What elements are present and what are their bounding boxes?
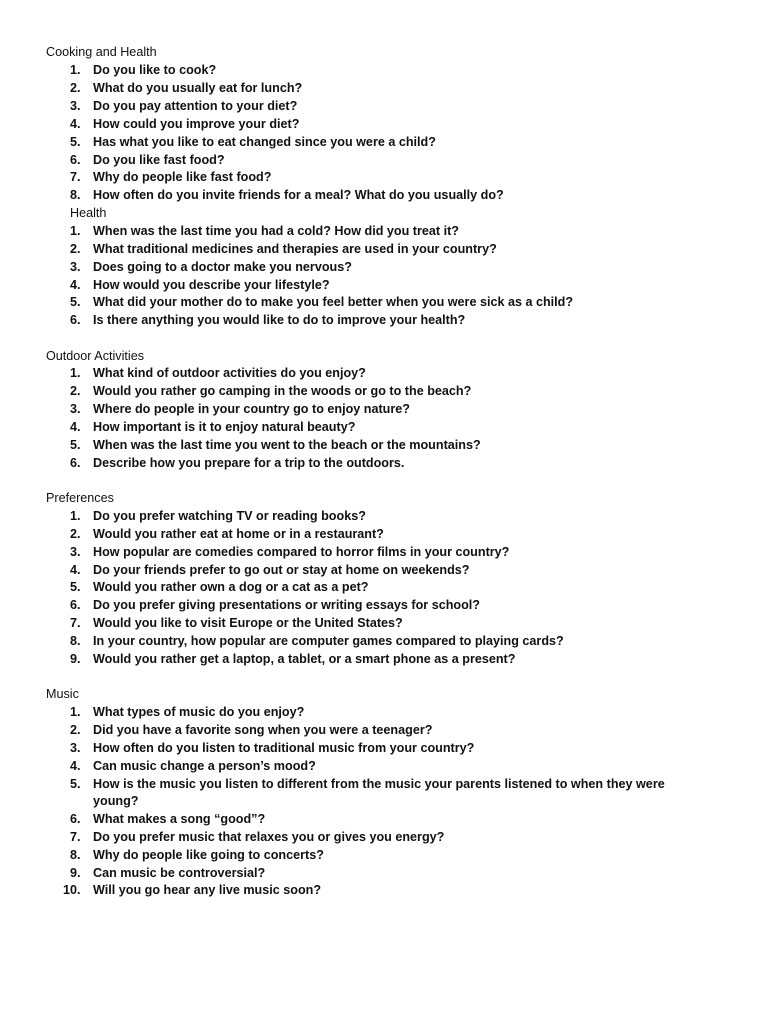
list-item [70,739,474,757]
list-item [70,757,316,775]
item-number: 3. [70,545,81,559]
item-number: 1. [70,366,81,380]
list-item [70,186,504,204]
item-number: 9. [70,866,81,880]
item-number: 2. [70,384,81,398]
item-number: 8. [70,848,81,862]
list-item [70,382,471,400]
item-number: 2. [70,527,81,541]
item-text: In your country, how popular are computer games compared to playing cards? [93,634,564,648]
item-text: Would you rather go camping in the woods or go to the beach? [93,384,472,398]
list-item [70,561,469,579]
item-number: 5. [70,295,81,309]
list-item [70,97,297,115]
section-heading: Outdoor Activities [46,349,144,363]
list-item [70,578,368,596]
item-text: Has what you like to eat changed since you were a child? [93,135,436,149]
item-number: 4. [70,117,81,131]
item-text: Do you prefer music that relaxes you or gives you energy? [93,830,445,844]
item-text: What types of music do you enjoy? [93,705,305,719]
list-item [70,151,225,169]
list-item [70,240,497,258]
item-text: Do you prefer watching TV or reading books? [93,509,366,523]
item-number: 4. [70,563,81,577]
item-text: Would you rather get a laptop, a tablet, or a smart phone as a present? [93,652,516,666]
item-text: Does going to a doctor make you nervous? [93,260,352,274]
list-item [70,864,265,882]
item-text: Do you like to cook? [93,63,217,77]
list-item [70,846,324,864]
item-number: 5. [70,580,81,594]
list-item [70,632,564,650]
item-number: 3. [70,741,81,755]
list-item [70,79,302,97]
item-number: 1. [70,224,81,238]
item-number: 3. [70,402,81,416]
list-item [70,543,509,561]
list-item [70,828,444,846]
item-text: Would you rather own a dog or a cat as a pet? [93,580,369,594]
item-text: How important is it to enjoy natural beauty? [93,420,356,434]
list-item [70,222,459,240]
list-item [70,418,355,436]
item-number: 4. [70,420,81,434]
item-number: 6. [70,313,81,327]
item-text: What did your mother do to make you feel better when you were sick as a child? [93,295,574,309]
section-heading: Music [46,687,79,701]
item-text: Can music be controversial? [93,866,266,880]
item-number: 4. [70,278,81,292]
list-item [70,276,330,294]
subsection-heading: Health [70,206,107,220]
item-text: How often do you invite friends for a meal? What do you usually do? [93,188,504,202]
item-text: Do your friends prefer to go out or stay at home on weekends? [93,563,470,577]
item-number: 6. [70,456,81,470]
list-item-continuation: young? [93,794,139,808]
item-text: How would you describe your lifestyle? [93,278,330,292]
list-item [70,507,366,525]
list-item [63,881,322,899]
item-text: Do you prefer giving presentations or writing essays for school? [93,598,480,612]
item-text: Why do people like going to concerts? [93,848,324,862]
list-item [70,311,465,329]
item-text: When was the last time you had a cold? How did you treat it? [93,224,459,238]
item-text: Is there anything you would like to do to improve your health? [93,313,466,327]
section-heading: Cooking and Health [46,45,157,59]
item-number: 3. [70,260,81,274]
item-number: 9. [70,652,81,666]
item-text: Did you have a favorite song when you were a teenager? [93,723,433,737]
item-number: 7. [70,170,81,184]
item-number: 2. [70,81,81,95]
item-number: 3. [70,99,81,113]
item-number: 4. [70,759,81,773]
list-item [70,133,436,151]
item-text: What kind of outdoor activities do you enjoy? [93,366,366,380]
list-item [70,293,573,311]
list-item [70,775,665,793]
item-text: Do you like fast food? [93,153,225,167]
item-number: 6. [70,598,81,612]
item-text: How popular are comedies compared to horror films in your country? [93,545,510,559]
item-number: 1. [70,509,81,523]
item-number: 2. [70,723,81,737]
list-item [70,525,384,543]
item-number: 10. [63,883,81,897]
item-text: Why do people like fast food? [93,170,272,184]
item-number: 1. [70,705,81,719]
section-heading: Preferences [46,491,114,505]
item-number: 6. [70,812,81,826]
item-number: 2. [70,242,81,256]
item-number: 7. [70,830,81,844]
item-text: What makes a song “good”? [93,812,266,826]
list-item [70,454,404,472]
list-item [70,400,410,418]
item-number: 6. [70,153,81,167]
list-item [70,650,515,668]
item-text: Can music change a person’s mood? [93,759,316,773]
item-text: Would you rather eat at home or in a restaurant? [93,527,384,541]
list-item [70,703,304,721]
item-number: 5. [70,777,81,791]
item-text: When was the last time you went to the beach or the mountains? [93,438,481,452]
item-text: What do you usually eat for lunch? [93,81,303,95]
list-item [70,810,265,828]
item-text: How often do you listen to traditional music from your country? [93,741,475,755]
item-text: Will you go hear any live music soon? [93,883,322,897]
item-text: What traditional medicines and therapies are used in your country? [93,242,497,256]
list-item [70,61,216,79]
item-text: Describe how you prepare for a trip to the outdoors. [93,456,405,470]
item-number: 5. [70,438,81,452]
item-number: 5. [70,135,81,149]
list-item [70,436,481,454]
item-text: Do you pay attention to your diet? [93,99,298,113]
list-item [70,168,271,186]
list-item [70,364,366,382]
item-text: How could you improve your diet? [93,117,300,131]
item-number: 8. [70,188,81,202]
list-item [70,596,480,614]
list-item [70,614,403,632]
list-item [70,721,432,739]
item-text: How is the music you listen to different from the music your parents listened to when they were [93,777,665,791]
list-item [70,258,352,276]
item-number: 8. [70,634,81,648]
item-text: Where do people in your country go to enjoy nature? [93,402,410,416]
item-number: 1. [70,63,81,77]
list-item [70,115,299,133]
item-number: 7. [70,616,81,630]
item-text: Would you like to visit Europe or the United States? [93,616,403,630]
